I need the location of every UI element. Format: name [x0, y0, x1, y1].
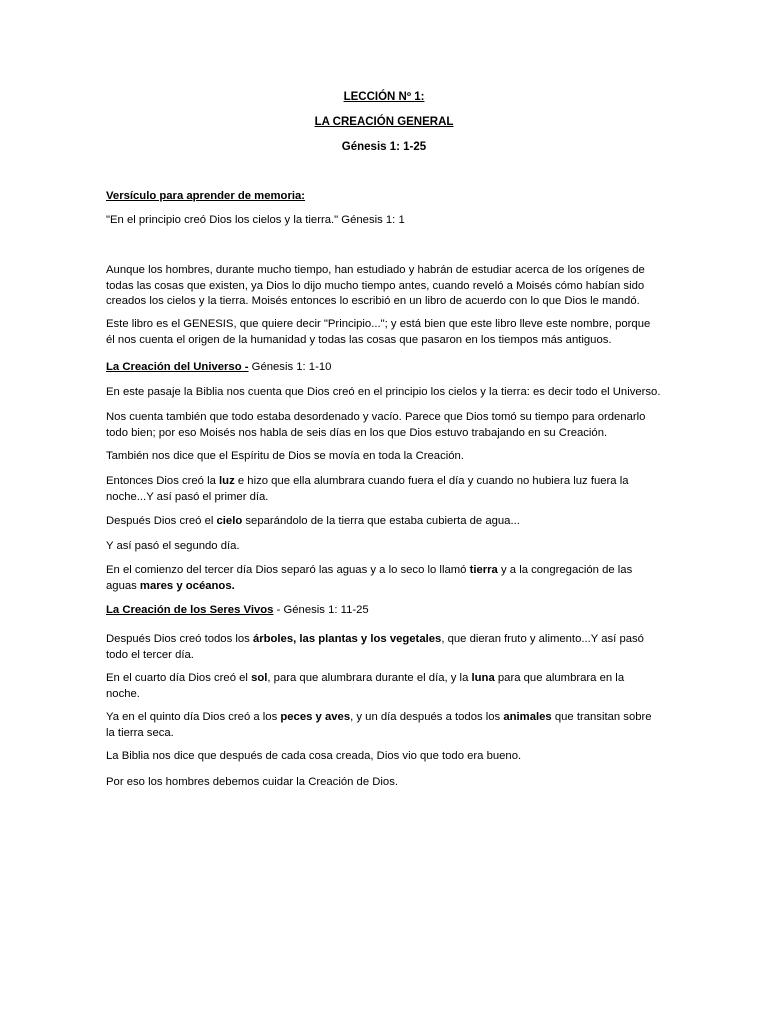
keyword-tierra: tierra [469, 564, 498, 576]
text-run: Después Dios creó el [106, 515, 217, 527]
text-run: separándolo de la tierra que estaba cubierta de agua... [242, 515, 520, 527]
universe-paragraph-2: Nos cuenta también que todo estaba desordenado y vacío. Parece que Dios tomó su tiempo para ordenarlo todo bien; por eso Moisés nos habla de seis días en los que Dios estuvo trabajando en su Creación. [106, 411, 646, 439]
text-run: para que alumbrara en la noche. [106, 672, 625, 700]
section-living-heading: La Creación de los Seres Vivos [106, 604, 274, 616]
text-run: , para que alumbrara durante el día, y la [267, 672, 472, 684]
living-paragraph-1 [106, 632, 666, 663]
section-universe-reference: Génesis 1: 1-10 [248, 361, 332, 373]
universe-paragraph-4 [106, 474, 666, 505]
memory-verse-label: Versículo para aprender de memoria: [106, 190, 306, 202]
memory-verse-text: "En el principio creó Dios los cielos y la tierra." Génesis 1: 1 [106, 214, 405, 226]
living-paragraph-4: La Biblia nos dice que después de cada cosa creada, Dios vio que todo era bueno. [106, 750, 522, 762]
universe-paragraph-5 [106, 514, 666, 530]
intro-paragraph-2: Este libro es el GENESIS, que quiere decir "Principio..."; y está bien que este libro lleve este nombre, porque él nos cuenta el origen de la humanidad y todas las cosas que pasaron en los tiempos más antiguos. [106, 318, 651, 346]
text-run: Entonces Dios creó la [106, 475, 220, 487]
keyword-luz: luz [219, 475, 235, 487]
keyword-plants: árboles, las plantas y los vegetales [252, 633, 442, 645]
text-run: Ya en el quinto día Dios creó a los [106, 711, 281, 723]
text-run: , que dieran fruto y alimento...Y así pasó todo el tercer día. [106, 633, 644, 661]
section-universe-heading: La Creación del Universo - [106, 361, 249, 373]
keyword-mares: mares y océanos. [139, 579, 235, 592]
living-paragraph-5: Por eso los hombres debemos cuidar la Creación de Dios. [106, 776, 398, 788]
keyword-sol: sol [251, 672, 268, 684]
intro-paragraph-1: Aunque los hombres, durante mucho tiempo, han estudiado y habrán de estudiar acerca de los orígenes de todas las cosas que existen, ya Dios lo dijo mucho tiempo antes, cuando reveló a Moisés cómo habían sido creados los cielos y la tierra. Moisés entonces lo escribió en un libro de acuerdo con lo que Dios le mandó. [106, 264, 645, 307]
lesson-number: LECCIÓN Nº 1: [343, 91, 425, 103]
text-run: que transitan sobre la tierra seca. [106, 711, 652, 739]
living-paragraph-3 [106, 710, 666, 741]
lesson-reference: Génesis 1: 1-25 [341, 141, 427, 153]
section-living-reference: - Génesis 1: 11-25 [273, 604, 369, 616]
lesson-title: LA CREACIÓN GENERAL [314, 116, 454, 128]
text-run: e hizo que ella alumbrara cuando fuera el día y cuando no hubiera luz fuera la noche...Y así pasó el primer día. [106, 475, 629, 503]
keyword-peces-aves: peces y aves [280, 711, 351, 723]
text-run: En el comienzo del tercer día Dios separó las aguas y a lo seco lo llamó [106, 564, 470, 576]
text-run: Después Dios creó todos los [106, 633, 253, 645]
universe-paragraph-6: Y así pasó el segundo día. [106, 540, 240, 552]
living-paragraph-2 [106, 671, 666, 702]
text-run: En el cuarto día Dios creó el [106, 672, 252, 684]
keyword-luna: luna [471, 672, 495, 684]
universe-paragraph-7 [106, 563, 666, 594]
text-run: , y un día después a todos los [350, 711, 504, 723]
universe-paragraph-3: También nos dice que el Espíritu de Dios se movía en toda la Creación. [106, 450, 464, 462]
section-universe-heading-line [106, 360, 666, 376]
universe-paragraph-1: En este pasaje la Biblia nos cuenta que Dios creó en el principio los cielos y la tierra: es decir todo el Universo. [106, 386, 661, 398]
text-run: y a la congregación de las aguas [106, 564, 633, 592]
keyword-cielo: cielo [216, 515, 243, 527]
section-living-heading-line [106, 603, 666, 619]
keyword-animales: animales [503, 711, 552, 723]
